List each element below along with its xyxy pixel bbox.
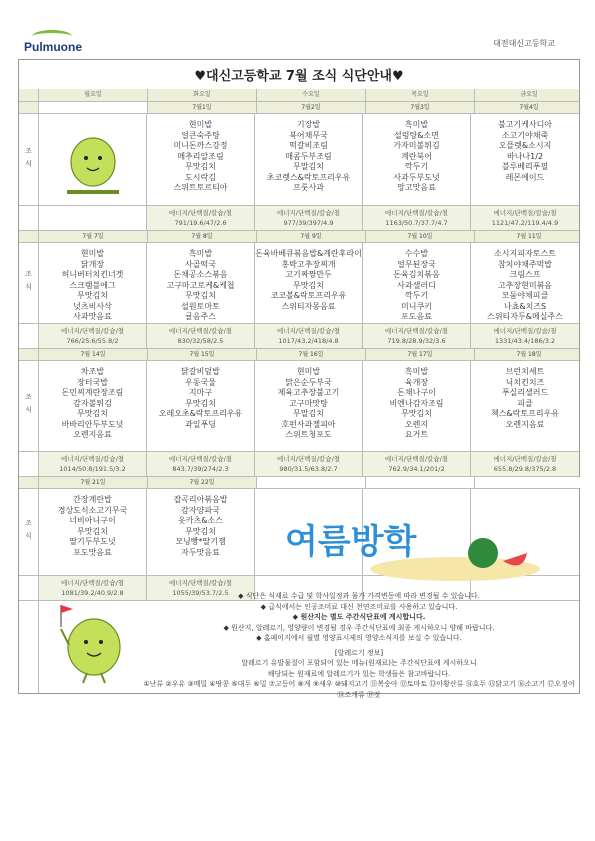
- notes-text: [139, 587, 579, 699]
- nutrition-cell: 에너지/단백질/칼슘/철 719.8/28.9/32/3.6: [363, 324, 471, 348]
- menu-cell: 잡곡리아볶음밥 감자양파국 옷카츠&소스 무맛김치 모닝빵*딸기잼 자두맛음료: [147, 489, 255, 575]
- page-title: ♥대신고등학교 7월 조식 식단안내♥: [19, 60, 579, 90]
- note-line-2: ◆ 급식에서는 인공조미료 대신 천연조미료를 사용하고 있습니다.: [260, 602, 458, 611]
- nutrition-cell: 에너지/단백질/칼슘/철 1081/39.2/40.9/2.8: [39, 576, 147, 600]
- weekday-header: 목요일: [366, 89, 475, 101]
- nutrition-row: [19, 206, 579, 231]
- nutrition-row: [19, 452, 579, 477]
- date-cell: 7월 18일: [516, 351, 542, 358]
- weekday-header: 금요일: [520, 91, 538, 98]
- school-name: 대전대신고등학교: [493, 39, 555, 48]
- header-side-cell: [19, 89, 39, 101]
- nutrition-cell: 에너지/단백질/칼슘/철 830/32/58/2.5: [147, 324, 255, 348]
- nutrition-side-cell: [19, 324, 39, 348]
- mascot-icon: [39, 587, 139, 693]
- weekday-header: 화요일: [148, 89, 257, 101]
- nutrition-cell: 에너지/단백질/칼슘/철 1055/39/53.7/2.5: [147, 576, 255, 600]
- nutrition-cell: 에너지/단백질/칼슘/철 655.8/29.8/375/2.8: [471, 452, 579, 476]
- date-cell: 7월 14일: [39, 349, 148, 360]
- date-cell: 7월 17일: [366, 349, 475, 360]
- weekday-header: 수요일: [257, 89, 366, 101]
- menu-cell: 차조밥 장터국밥 돈민찌계란장조림 감자볼튀김 무맛김치 바바리안두부도넛 오렌지음료: [39, 361, 147, 451]
- menu-cell: 브런치세트 닉치킨치즈 푸실리샐러드 피클 첵스&락토프리우유 오렌지음료: [490, 367, 560, 429]
- nutrition-cell: 에너지/단백질/칼슘/철 766/25.6/55.8/2: [39, 324, 147, 348]
- date-cell: 7월 9일: [257, 231, 366, 242]
- weekday-header-row: [19, 89, 579, 102]
- date-cell: 7월 8일: [148, 231, 257, 242]
- menu-cell: 현미밥 맑은순두부국 제육고추장불고기 고구마맛탕 무말김치 호펀사과젤피아 스위트청포도: [255, 361, 363, 451]
- menu-cell: 흑미밥 설렁탕&소면 가자미볼튀김 계란북어 깍두기 사과두부도넛 망고맛음료: [363, 114, 471, 205]
- menu-cell: 닭갈비덮밥 우동국물 지마구 무맛김치 오레오초&락토프리우유 과일푸딩: [147, 361, 255, 451]
- menu-row: [19, 243, 579, 324]
- weekday-header: 월요일: [39, 89, 148, 101]
- mascot-icon: [53, 120, 133, 200]
- note-line-4: ◆ 원산지, 알레르기, 영양량이 변경될 경우 주간식단표에 최종 게시하오니 양해 바랍니다.: [223, 623, 495, 632]
- nutrition-side-cell: [19, 452, 39, 476]
- meal-side-label: 조식: [19, 243, 39, 323]
- menu-cell: 간장계란밥 경상도식소고기무국 너비아니구이 무맛김치 딸기두부도넛 포도맛음료: [39, 489, 147, 575]
- brand-logo: [24, 30, 104, 60]
- nutrition-cell: [39, 206, 147, 230]
- allergy-list: ①난류 ②우유 ③메밀 ④땅콩 ⑤대두 ⑥밀 ⑦고등어 ⑧게 ⑨새우 ⑩돼지고기 ⑪복숭아 ⑫토마토 ⑬아황산류 ⑭호두 ⑮닭고기 ⑯소고기 ⑰오징어 ⑱조개류 ⑲잣: [143, 680, 575, 699]
- date-side-cell: [19, 231, 39, 242]
- date-row: [19, 349, 579, 361]
- menu-frame: [18, 59, 580, 699]
- menu-row: [19, 114, 579, 206]
- date-cell: [475, 477, 583, 488]
- date-cell: 7월 15일: [148, 349, 257, 360]
- note-line-1: ◆ 식단은 식재료 수급 및 학사일정과 물가 가격변동에 따라 변경될 수 있습니다.: [238, 592, 480, 600]
- date-cell: 7월2일: [257, 102, 366, 113]
- nutrition-cell: 에너지/단백질/칼슘/철 1014/50.8/191.5/3.2: [39, 452, 147, 476]
- nutrition-cell: 에너지/단백질/칼슘/철 843.7/39/274/2.3: [147, 452, 255, 476]
- date-cell: 7월 10일: [366, 231, 475, 242]
- date-side-cell: [19, 477, 39, 488]
- date-cell: 7월 22일: [148, 477, 257, 488]
- date-cell: 7월1일: [148, 102, 257, 113]
- date-cell: 7월 21일: [39, 477, 148, 488]
- nutrition-row: [19, 324, 579, 349]
- nutrition-cell: 에너지/단백질/칼슘/철 1017/43.2/418/4.8: [255, 324, 363, 348]
- date-row: [19, 102, 579, 114]
- nutrition-side-cell: [19, 206, 39, 230]
- watermelon-icon: [468, 538, 498, 568]
- date-cell: 7월4일: [519, 104, 539, 111]
- menu-cell: 소시지피자토스트 참치야채주먹밥 크림스프 고추장현미볶음 모둠야채피클 나쵸&치즈S 스위티자두&메실주스: [487, 249, 563, 321]
- date-cell: [39, 102, 148, 113]
- date-row: [19, 477, 579, 489]
- menu-cell: 수수밥 얼무된장국 돈육김치볶음 사과샐러디 깍두기 미니쿠키 포도음료: [363, 243, 471, 323]
- date-side-cell: [19, 349, 39, 360]
- nutrition-cell: 에너지/단백질/칼슘/철 762.9/34.1/201/2: [363, 452, 471, 476]
- menu-cell: 기장밥 북어채무국 떡갈비조림 매콤두부조림 무말김치 초코렛스&락토프리우유 프룻사과: [255, 114, 363, 205]
- allergy-title: [알레르기 정보]: [334, 648, 384, 657]
- menu-cell: [39, 114, 147, 205]
- date-cell: 7월 7일: [39, 231, 148, 242]
- menu-cell: 현미밥 얼큰숙주탕 미니돈까스강정 메추리알조림 무맛김치 도시락김 스위트토르티아: [147, 114, 255, 205]
- menu-cell: 흑미밥 사골떡국 돈채공소스볶음 고구마고로케&케첩 무맛김치 설원토마토 귤음주스: [147, 243, 255, 323]
- note-line-3: ◆ 원산지는 별도 주간식단표에 게시합니다.: [292, 613, 426, 621]
- notes-section: [19, 587, 579, 699]
- menu-cell: 불고기케사디아 소고기야채죽 오믈렛&소시지 바나나1/2 블루베리푸필 레몬에이드: [497, 120, 553, 182]
- date-cell: 7월 16일: [257, 349, 366, 360]
- menu-cell: 돈육바베큐볶음밥&계란후라이 홍박고추장찌개 고기짜짱만두 무맛김치 코코볼&락토프리우유 스위티자몽음료: [255, 243, 363, 323]
- nutrition-cell: 에너지/단백질/칼슘/철 977/39/397/4.9: [255, 206, 363, 230]
- summer-vacation-graphic: [265, 503, 545, 583]
- note-line-5: ◆ 홈페이지에서 월별 영양표시제의 영양소식지를 보실 수 있습니다.: [256, 634, 462, 642]
- menu-cell: 현미밥 닭개장 허니버터치킨너겟 스크램블에그 무맛김치 넛츠비사삭 사과맛음료: [39, 243, 147, 323]
- date-row: [19, 231, 579, 243]
- nutrition-cell: 에너지/단백질/칼슘/철 1163/50.7/37.7/4.7: [363, 206, 471, 230]
- brand-name: Pulmuone: [24, 40, 83, 54]
- menu-row: [19, 361, 579, 452]
- notes-side-label: [19, 587, 39, 693]
- date-cell: 7월 11일: [516, 233, 542, 240]
- nutrition-cell: 에너지/단백질/칼슘/철 791/19.6/47/2.6: [147, 206, 255, 230]
- date-cell: [366, 477, 475, 488]
- mascot-area: [39, 587, 139, 693]
- meal-side-label: 조식: [19, 361, 39, 451]
- meal-side-label: 조식: [19, 114, 39, 205]
- nutrition-cell: 에너지/단백질/칼슘/철 980/31.5/63.8/2.7: [255, 452, 363, 476]
- menu-cell: 흑미밥 육개장 돈채나구이 비엔나감자조림 무맛김치 오렌지 요거트: [363, 361, 471, 451]
- date-cell: [257, 477, 366, 488]
- date-side-cell: [19, 102, 39, 113]
- meal-side-label: 조식: [19, 489, 39, 575]
- date-cell: 7월3일: [366, 102, 475, 113]
- nutrition-cell: 에너지/단백질/칼슘/철 1121/47.2/119.4/4.9: [471, 206, 579, 230]
- nutrition-cell: 에너지/단백질/칼슘/철 1331/43.4/186/3.2: [471, 324, 579, 348]
- allergy-desc: 알레르기 유발물질이 포함되어 있는 메뉴(원재료)는 주간식단표에 게시하오니 해당되는 원재료에 알레르기가 있는 학생들은 참고바랍니다.: [241, 659, 477, 678]
- summer-text: 여름방학: [285, 522, 417, 562]
